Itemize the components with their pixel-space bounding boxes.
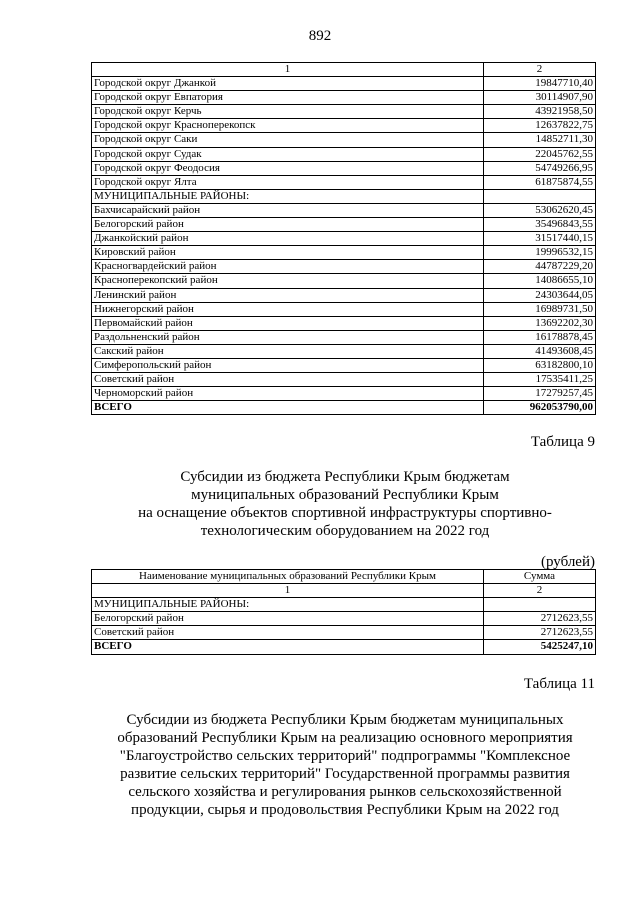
table-11-title-line: развитие сельских территорий" Государственной программы развития [120, 766, 570, 782]
municipality-name: Советский район [92, 373, 484, 387]
subsidy-amount: 13692202,30 [484, 316, 596, 330]
table-row [92, 316, 596, 330]
municipality-name: Городской округ Судак [92, 147, 484, 161]
table-row [92, 203, 596, 217]
table-11-label: Таблица 11 [523, 676, 595, 692]
municipality-name: Сакский район [92, 344, 484, 358]
municipality-name: Городской округ Евпатория [92, 91, 484, 105]
subsidy-amount: 43921958,50 [484, 105, 596, 119]
table-row [92, 119, 596, 133]
table-row [92, 189, 596, 203]
municipality-name: МУНИЦИПАЛЬНЫЕ РАЙОНЫ: [92, 598, 484, 612]
municipality-name: Белогорский район [92, 218, 484, 232]
table-11-title [90, 711, 600, 819]
table-9-title [90, 468, 600, 540]
municipality-name: Белогорский район [92, 612, 484, 626]
municipality-name: Кировский район [92, 246, 484, 260]
table-row [92, 105, 596, 119]
municipality-name: Джанкойский район [92, 232, 484, 246]
subsidy-amount: 2712623,55 [484, 612, 596, 626]
table-11-title-line: сельского хозяйства и регулирования рынков сельскохозяйственной [128, 784, 562, 800]
subsidy-amount: 16989731,50 [484, 302, 596, 316]
subsidy-amount: 2712623,55 [484, 626, 596, 640]
table-row [92, 161, 596, 175]
column-number-row [92, 63, 596, 77]
table-row [92, 77, 596, 91]
total-label: ВСЕГО [92, 640, 484, 654]
subsidy-amount: 53062620,45 [484, 203, 596, 217]
column-number-row [92, 584, 596, 598]
subsidy-amount: 35496843,55 [484, 218, 596, 232]
table-9-title-line: на оснащение объектов спортивной инфраструктуры спортивно- [138, 505, 552, 521]
column-number-1: 1 [92, 584, 484, 598]
municipality-name: МУНИЦИПАЛЬНЫЕ РАЙОНЫ: [92, 189, 484, 203]
total-amount: 5425247,10 [484, 640, 596, 654]
municipality-name: Городской округ Ялта [92, 175, 484, 189]
table-9-label: Таблица 9 [530, 434, 595, 450]
subsidy-amount: 30114907,90 [484, 91, 596, 105]
table-row [92, 344, 596, 358]
municipality-name: Городской округ Керчь [92, 105, 484, 119]
subsidy-amount [484, 189, 596, 203]
table-11-title-line: продукции, сырья и продовольствия Республики Крым на 2022 год [131, 802, 559, 818]
subsidy-amount: 16178878,45 [484, 330, 596, 344]
municipality-name: Бахчисарайский район [92, 203, 484, 217]
municipality-name: Советский район [92, 626, 484, 640]
table-row [92, 91, 596, 105]
table-row [92, 612, 596, 626]
page-number: 892 [308, 28, 332, 44]
subsidy-amount: 14852711,30 [484, 133, 596, 147]
table-row [92, 218, 596, 232]
subsidy-amount [484, 598, 596, 612]
municipality-name: Городской округ Феодосия [92, 161, 484, 175]
subsidy-amount: 63182800,10 [484, 358, 596, 372]
table-row [92, 133, 596, 147]
subsidy-amount: 31517440,15 [484, 232, 596, 246]
table-11-title-line: Субсидии из бюджета Республики Крым бюджетам муниципальных [126, 712, 564, 728]
table-11-title-line: образований Республики Крым на реализацию основного мероприятия [117, 730, 573, 746]
municipality-name: Ленинский район [92, 288, 484, 302]
column-number-1: 1 [92, 63, 484, 77]
column-number-2: 2 [484, 584, 596, 598]
table-row [92, 373, 596, 387]
municipality-name: Городской округ Саки [92, 133, 484, 147]
table-9-title-line: Субсидии из бюджета Республики Крым бюджетам [180, 469, 510, 485]
table-11-title-line: "Благоустройство сельских территорий" подпрограммы "Комплексное [119, 748, 571, 764]
subsidy-amount: 41493608,45 [484, 344, 596, 358]
table-9-title-line: технологическим оборудованием на 2022 год [200, 523, 490, 539]
municipality-name: Первомайский район [92, 316, 484, 330]
subsidy-amount: 54749266,95 [484, 161, 596, 175]
subsidy-amount: 24303644,05 [484, 288, 596, 302]
total-label: ВСЕГО [92, 401, 484, 415]
table-9-title-line: муниципальных образований Республики Крым [191, 487, 499, 503]
subsidy-amount: 17279257,45 [484, 387, 596, 401]
table-row [92, 387, 596, 401]
table-row [92, 288, 596, 302]
column-number-2: 2 [484, 63, 596, 77]
total-amount: 962053790,00 [484, 401, 596, 415]
total-row [92, 640, 596, 654]
column-header-row [92, 570, 596, 584]
municipality-name: Красноперекопский район [92, 274, 484, 288]
municipality-name: Красногвардейский район [92, 260, 484, 274]
total-row [92, 401, 596, 415]
subsidy-table-continued [91, 62, 596, 415]
municipality-name: Городской округ Красноперекопск [92, 119, 484, 133]
subsidy-amount: 19996532,15 [484, 246, 596, 260]
subsidy-amount: 12637822,75 [484, 119, 596, 133]
municipality-name: Нижнегорский район [92, 302, 484, 316]
table-row [92, 598, 596, 612]
table-row [92, 330, 596, 344]
table-row [92, 175, 596, 189]
table-row [92, 260, 596, 274]
table-row [92, 147, 596, 161]
units-label: (рублей) [540, 554, 595, 570]
table-row [92, 626, 596, 640]
table-row [92, 302, 596, 316]
subsidy-amount: 22045762,55 [484, 147, 596, 161]
subsidy-amount: 19847710,40 [484, 77, 596, 91]
column-header-amount: Сумма [484, 570, 596, 584]
column-header-name: Наименование муниципальных образований Республики Крым [92, 570, 484, 584]
subsidy-amount: 44787229,20 [484, 260, 596, 274]
subsidy-amount: 61875874,55 [484, 175, 596, 189]
subsidy-table-9 [91, 569, 596, 655]
municipality-name: Раздольненский район [92, 330, 484, 344]
municipality-name: Городской округ Джанкой [92, 77, 484, 91]
table-row [92, 232, 596, 246]
municipality-name: Симферопольский район [92, 358, 484, 372]
table-row [92, 274, 596, 288]
subsidy-amount: 17535411,25 [484, 373, 596, 387]
subsidy-amount: 14086655,10 [484, 274, 596, 288]
table-row [92, 358, 596, 372]
table-row [92, 246, 596, 260]
municipality-name: Черноморский район [92, 387, 484, 401]
